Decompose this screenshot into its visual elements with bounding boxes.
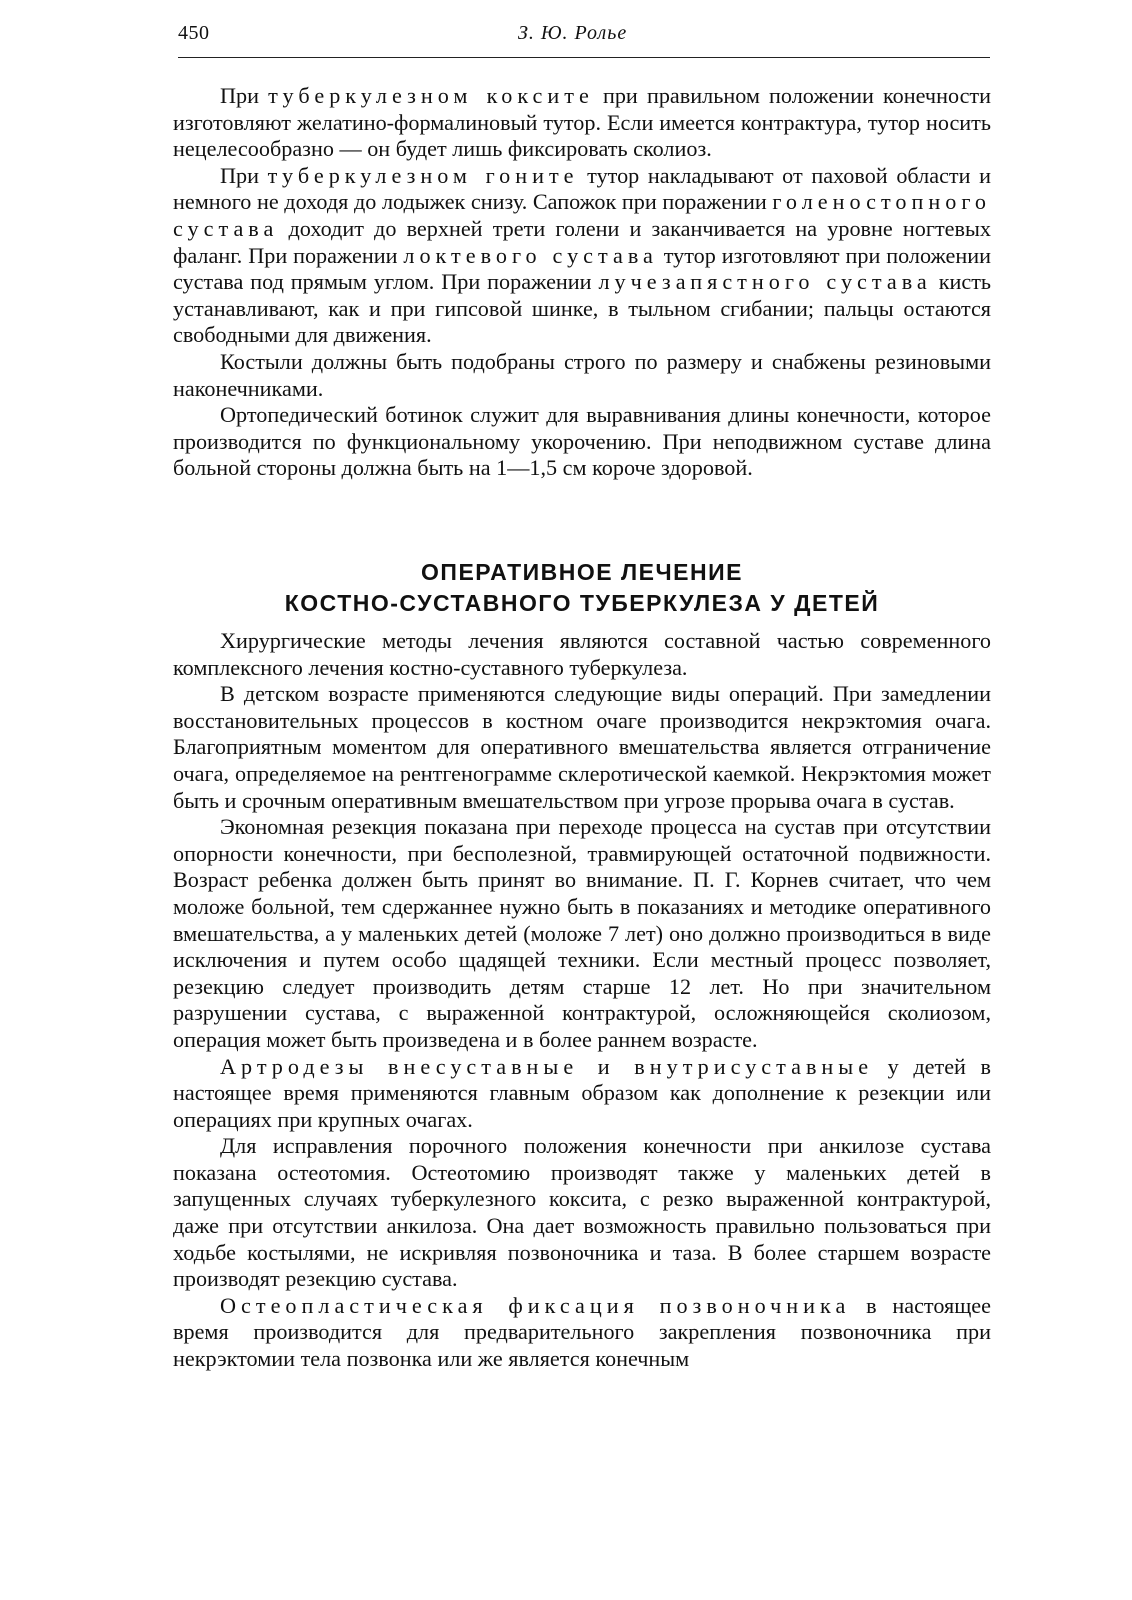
section-title: [173, 557, 991, 619]
page-header: [178, 22, 990, 52]
spaced-term: Остеопластическая фиксация позвоночника: [220, 1292, 851, 1318]
paragraph-gonitis: При туберкулезном гоните тутор накладывают от паховой области и немного не доходя до лодыжек снизу. Сапожок при поражении голеностопного сустава доходит до верхней трети голени и заканчивается на уровне ногтевых фаланг. При поражении локтевого сустава тутор изготовляют при положении сустава под прямым углом. При поражении лучезапястного сустава кисть устанавливают, как и при гипсовой шинке, в тыльном сгибании; пальцы остаются свободными для движения.: [173, 162, 992, 348]
running-head: З. Ю. Ролье: [518, 22, 628, 44]
paragraph-coxitis: При туберкулезном коксите при правильном положении конечности изготовляют желатино-формалиновый тутор. Если имеется контрактура, тутор носить нецелесообразно — он будет лишь фиксировать сколиоз.: [173, 83, 992, 162]
spaced-term: лучезапястного сустава: [598, 269, 932, 295]
paragraph-orthopedic-boot: Ортопедический ботинок служит для выравнивания длины конечности, которое производится по функциональному укорочению. При неподвижном суставе длина больной стороны должна быть на 1—1,5 см короче здоровой.: [173, 402, 991, 481]
paragraph-crutches: Костыли должны быть подобраны строго по размеру и снабжены резиновыми наконечниками.: [173, 348, 991, 401]
paragraph-spinal-fixation: Остеопластическая фиксация позвоночника в настоящее время производится для предварительного закрепления позвоночника при некрэктомии тела позвонка или же является конечным: [173, 1292, 991, 1372]
page-number: 450: [178, 22, 210, 44]
header-rule: [178, 57, 990, 58]
paragraph-surgical-methods: Хирургические методы лечения являются составной частью современного комплексного лечения костно-суставного туберкулеза.: [173, 628, 991, 680]
paragraph-operation-types: В детском возрасте применяются следующие виды операций. При замедлении восстановительных процессов в костном очаге производится некрэктомия очага. Благоприятным моментом для оперативного вмешательства является отграничение очага, определяемое на рентгенограмме склеротической каемкой. Некрэктомия может быть и срочным оперативным вмешательством при угрозе прорыва очага в сустав.: [173, 681, 991, 813]
text-block-bottom: [173, 628, 991, 1373]
section-title-line-2: КОСТНО-СУСТАВНОГО ТУБЕРКУЛЕЗА У ДЕТЕЙ: [284, 590, 880, 616]
text-block-top: [173, 83, 991, 482]
spaced-term: Артродезы внесуставные и внутрисуставные: [220, 1053, 874, 1079]
spaced-term: туберкулезном гоните: [267, 162, 579, 188]
paragraph-osteotomy: Для исправления порочного положения конечности при анкилозе сустава показана остеотомия. Остеотомию производят также у маленьких детей в запущенных случаях туберкулезного коксита, с резко выраженной контрактурой, даже при отсутствии анкилоза. Она дает возможность правильно пользоваться при ходьбе костылями, не искривляя позвоночника и таза. В более старшем возрасте производят резекцию сустава.: [173, 1133, 991, 1292]
spaced-term: локтевого сустава: [403, 242, 658, 268]
spaced-term: голеностопного сустава: [173, 189, 991, 241]
paragraph-arthrodesis: Артродезы внесуставные и внутрисуставные у детей в настоящее время применяются главным образом как дополнение к резекции или операциях при крупных очагах.: [173, 1053, 991, 1132]
section-title-line-1: ОПЕРАТИВНОЕ ЛЕЧЕНИЕ: [421, 559, 743, 585]
spaced-term: туберкулезном коксите: [268, 83, 594, 108]
paragraph-resection: Экономная резекция показана при переходе процесса на сустав при отсутствии опорности конечности, при бесполезной, травмирующей остаточной подвижности. Возраст ребенка должен быть принят во внимание. П. Г. Корнев считает, что чем моложе больной, тем сдержаннее нужно быть в показаниях и методике оперативного вмешательства, а у маленьких детей (моложе 7 лет) оно должно производиться в виде исключения и путем особо щадящей техники. Если местный процесс позволяет, резекцию следует производить детям старше 12 лет. Но при значительном разрушении сустава, с выраженной контрактурой, осложняющейся сколиозом, операция может быть произведена и в более раннем возрасте.: [173, 814, 991, 1052]
